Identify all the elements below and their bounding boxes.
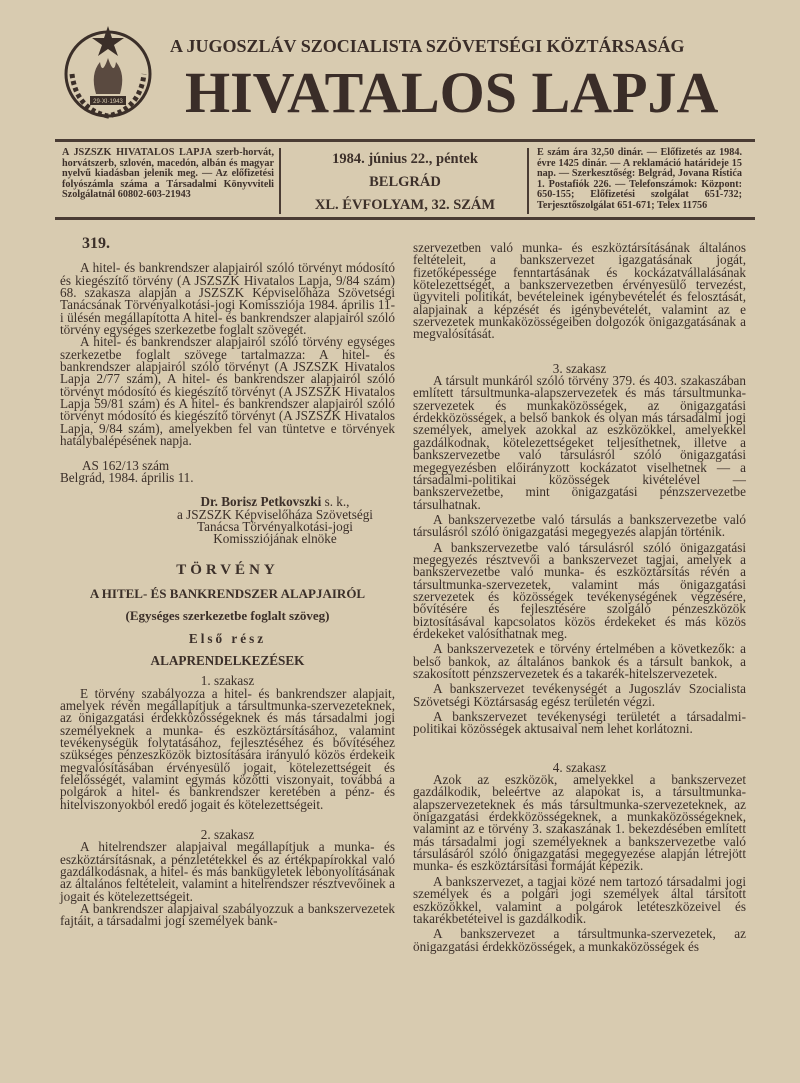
reference-date: Belgrád, 1984. április 11. (60, 469, 194, 485)
left-column (60, 235, 395, 929)
issue-date: 1984. június 22., péntek (332, 151, 478, 167)
paragraph: A bankszervezet tevékenységi területét a társadalmi-politikai közösségek aktusaival nem lehet korlátozni. (413, 709, 746, 737)
law-title: TÖRVÉNY (176, 561, 279, 578)
country-name: A JUGOSZLÁV SZOCIALISTA SZÖVETSÉGI KÖZTÁRSASÁG (170, 36, 685, 56)
document-number: 319. (82, 235, 110, 252)
paragraph: A bankszervezetbe való társulásról szóló önigazgatási megegyezés résztvevői a bankszervezet tagjai, amelyek a bankszervezetbe való munka- és eszköztársítás révén a társultmunka-szervezetek, valamint más önigazgatási szervezetek és közösségek tevékenységének végzésére, bővítésére és fejlesztésére szolgáló pénzeszközök biztosításával kapcsolatos közös érdekeket és más közös érdekeket valósíthatnak meg. (413, 539, 746, 641)
signer-sk: s. k., (321, 494, 350, 510)
issue-city: BELGRÁD (369, 174, 441, 190)
paragraph: A hitelrendszer alapjaival megállapítjuk a munka- és eszköztársításnak, a pénzletétekkel és az értékpapírokkal való gazdálkodásnak, a hitel- és más bankügyletek lebonyolításának az általános feltételeit, valamint a hitelrendszer résztvevőinek a jogait és kötelezettségeit. (60, 839, 395, 904)
divider (279, 148, 281, 214)
part-heading: Első rész (188, 630, 267, 646)
svg-text:29·XI·1943: 29·XI·1943 (93, 99, 123, 105)
signer-title: a JSZSZK Képviselőháza Szövetségi Tanácsa Törvényalkotási-jogi Komissziójának elnöke (177, 506, 373, 547)
price-info: E szám ára 32,50 dinár. — Előfizetés az 1984. évre 1425 dinár. — A reklamáció határideje 15 nap. — Szerkesztőség: Belgrád, Jovana Ristića 1. Postafiók 226. — Telefonszámok: Központ: 650-155; Előfizetési szolgálat 651-732; Terjesztőszolgálat 651-671; Telex 11756 (537, 147, 742, 211)
paragraph: Azok az eszközök, amelyekkel a bankszervezet gazdálkodik, beleértve az alapokat is, a társultmunka-alapszervezeteknek és más társultmunka-szervezeteknek, az önigazgatási érdekközösségeknek, a munkaközösségeknek, valamint az e törvény 3. szakaszának 1. bekezdésében említett más társadalmi jogi személyeknek a bankszervezetbe való társulásáról szóló önigazgatási megegyezése alapján létrejött munka- és eszköztársítási formáját képezik. (413, 772, 746, 874)
signer-name: Dr. Borisz Petkovszki (200, 494, 322, 510)
section-heading: 3. szakasz (552, 360, 607, 376)
paragraph: A bankszervezetbe való társulás a bankszervezetbe való társulásról szóló önigazgatási megegyezés alapján történik. (413, 511, 746, 540)
paragraph: A hitel- és bankrendszer alapjairól szóló törvényt módosító és kiegészítő törvény (A JSZSZK Hivatalos Lapja, 9/84 szám) 68. szakasza alapján a JSZSZK Képviselőháza Szövetségi Tanácsának Törvényalkotási-jogi Komissziója 1984. április 11-i ülésén megállapította A hitel- és bankrendszer alapjairól szóló törvény egységes szerkezetbe foglalt szövegét. (60, 260, 395, 338)
divider (55, 217, 755, 220)
divider (55, 139, 755, 142)
masthead-title: HIVATALOS LAPJA (185, 60, 719, 125)
issue-info (290, 148, 520, 214)
paragraph: A bankszervezet, a tagjai közé nem tartozó társadalmi jogi személyek és a polgári jogi személyek által társított eszközökkel, valamint a polgárok letéteszközeivel és takarékbetéteivel is gazdálkodik. (413, 873, 746, 926)
right-column (413, 242, 746, 953)
section-heading: 4. szakasz (552, 759, 607, 775)
paragraph: A bankszervezet tevékenységét a Jugoszláv Szocialista Szövetségi Köztársaság egész területén végzi. (413, 681, 746, 709)
paragraph: A bankszervezetek e törvény értelmében a következők: a belső bankok, az általános bankok és a társult bankok, a szakosított pénzszervezetek és a takarék-hitelszervezetek. (413, 641, 746, 681)
publication-info: A JSZSZK HIVATALOS LAPJA szerb-horvát, horvátszerb, szlovén, macedón, albán és magyar nyelvű kiadásban jelenik meg. — Az előfizetési folyószámla száma a Társadalmi Könyvviteli Szolgálatnál 60802-603-21943 (62, 147, 274, 201)
paragraph: szervezetben való munka- és eszköztársításának általános feltételeit, a bankszervezet igazgatásának jogát, fizetőképessége fenntartásának és kockázatvállalásának kötelezettségét, a bankszervezetben érvényesülő tervezést, ügyviteli politikát, bevételeinek igénybevételét és felosztását, alapjainak a képzését és igénybevételét, valamint az e szervezetek munkaközösségeiben dolgozók önigazgatásának a megvalósítását. (413, 240, 746, 342)
section-heading: 1. szakasz (200, 673, 255, 689)
paragraph: A bankrendszer alapjaival szabályozzuk a bankszervezetek fajtáit, a társadalmi jogi személyek bank- (60, 901, 395, 929)
divider (527, 148, 529, 214)
reference-number: AS 162/13 szám (82, 457, 170, 473)
issue-number: XL. ÉVFOLYAM, 32. SZÁM (314, 197, 496, 213)
paragraph: E törvény szabályozza a hitel- és bankrendszer alapjait, amelyek révén megállapítjuk a társultmunka-szervezeteknek, az önigazgatási érdekközösségeknek és más társadalmi jogi személyeknek a munka- és eszköztársításához, valamint tevékenységük folytatásához, fejlesztéséhez és bővítéséhez szükséges pénzeszközök biztosítására irányuló közös érdekeik megvalósításában érvényesülő jogait, kötelezettségeit és felelősségét, valamint egymás közötti viszonyait, továbbá a polgárok a hitel- és bankrendszer keretében a pénz- és hitelviszonyokból eredő jogait és kötelezettségeit. (60, 685, 395, 812)
law-note: (Egységes szerkezetbe foglalt szöveg) (125, 608, 330, 624)
paragraph: A bankszervezet a társultmunka-szervezetek, az önigazgatási érdekközösségek, a munkaközösségek és (413, 926, 746, 954)
part-title: ALAPRENDELKEZÉSEK (150, 652, 305, 668)
paragraph: A társult munkáról szóló törvény 379. és 403. szakaszában említett társultmunka-alapszervezetek és más társultmunka-szervezetek és munkaközösségek, az önigazgatási érdekközösségek, a belső bankok és olyan más társadalmi jogi személyek, amelyek azokkal az eszközökkel, amelyekkel gazdálkodnak, kötelezettségeket teljesíthetnek, illetve a bankszervezetbe való társulásról szóló önigazgatási megegyezésben előirányzott kockázatot viselhetnek — a társadalmi-politikai közösségek kivételével — bankszervezetbe, mint önigazgatási pénzszervezetbe társulhatnak. (413, 373, 746, 512)
emblem (62, 24, 154, 120)
paragraph: A hitel- és bankrendszer alapjairól szóló törvény egységes szerkezetbe foglalt szövege tartalmazza: A hitel- és bankrendszer alapjairól szóló törvényt (A JSZSZK Hivatalos Lapja 2/77 szám), A hitel- és bankrendszer alapjairól szóló törvényt módosító és kiegészítő törvényt (A JSZSZK Hivatalos Lapja 59/81 szám) és A hitel- és bankrendszer alapjairól szóló törvényt módosító és kiegészítő törvényt (A JSZSZK Hivatalos Lapja, 9/84 szám), amelyekben fel van tüntetve e törvények hatálybalépésének napja. (60, 334, 395, 449)
law-subtitle: A HITEL- ÉS BANKRENDSZER ALAPJAIRÓL (89, 585, 366, 601)
section-heading: 2. szakasz (200, 827, 255, 843)
